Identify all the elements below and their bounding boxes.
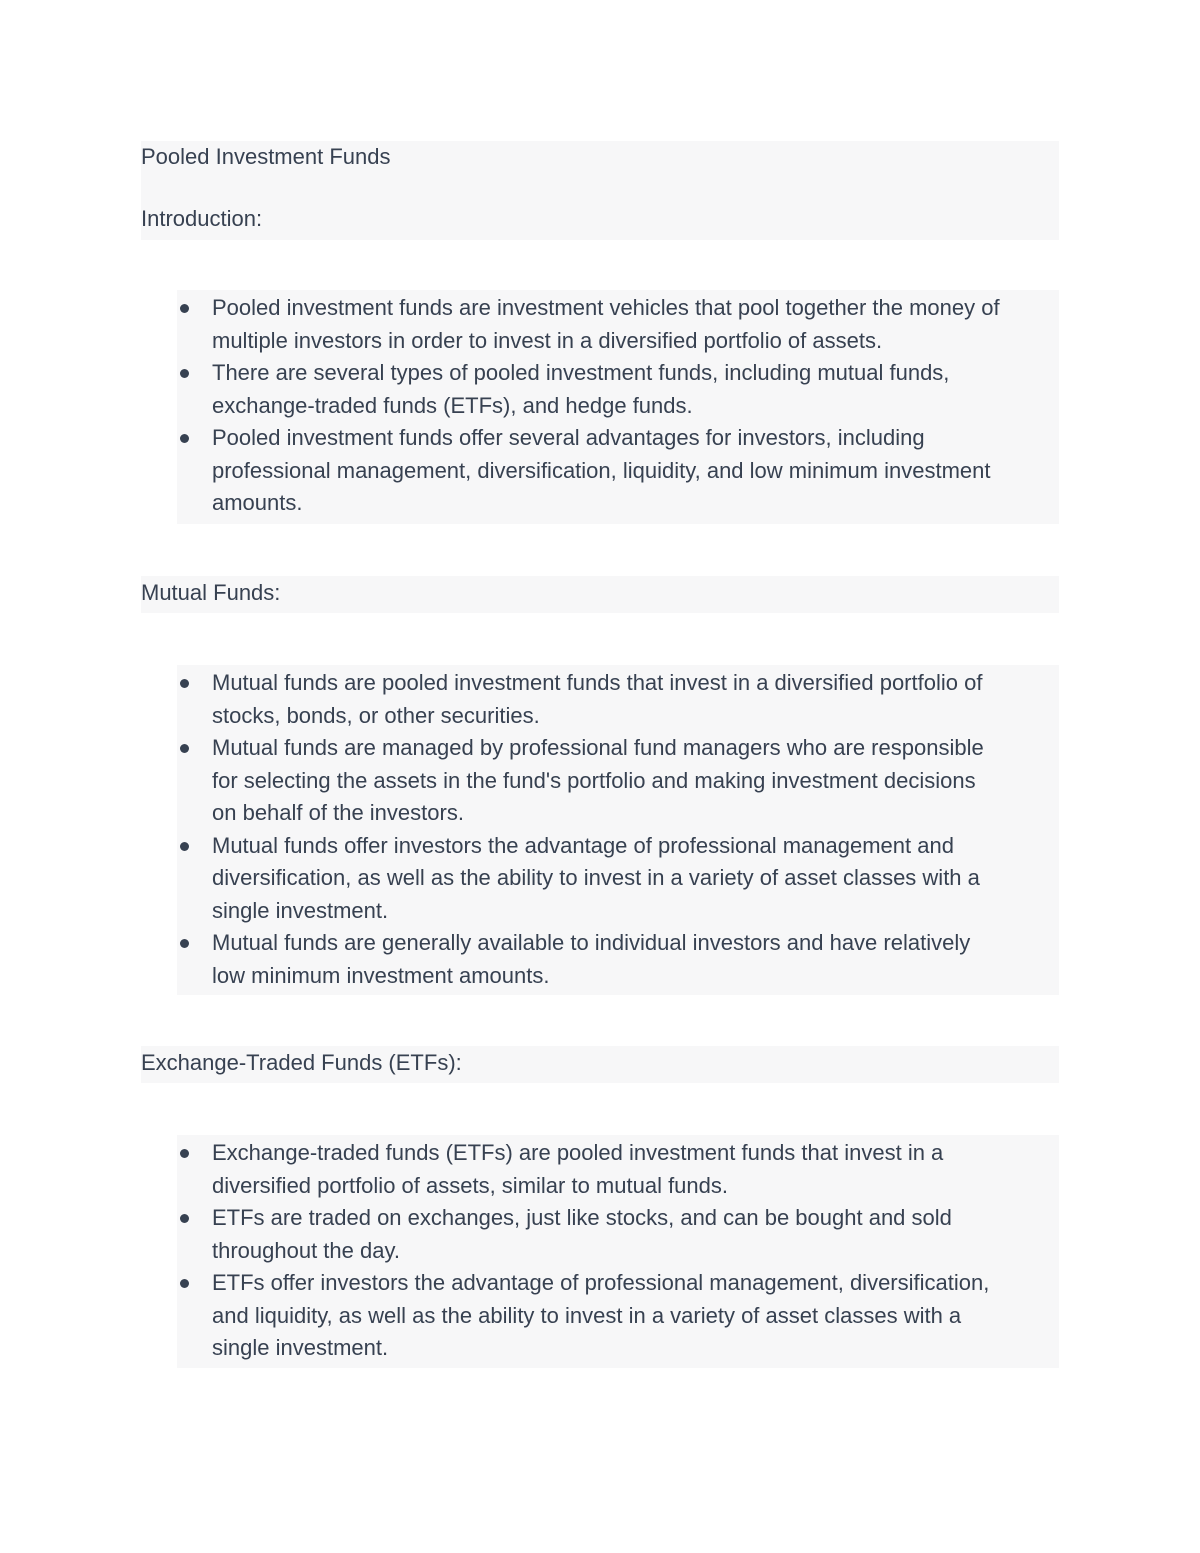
bullet-icon	[180, 369, 189, 378]
bullet-icon	[180, 1279, 189, 1288]
list-item	[177, 357, 1059, 422]
section-heading-introduction: Introduction:	[141, 206, 263, 231]
bullet-icon	[180, 434, 189, 443]
introduction-bullet-list	[177, 292, 1059, 520]
bullet-icon	[180, 1149, 189, 1158]
bullet-icon	[180, 744, 189, 753]
list-item-line: Exchange-traded funds (ETFs) are pooled investment funds that invest in a	[212, 1140, 944, 1165]
list-item-line: Pooled investment funds offer several advantages for investors, including	[212, 425, 925, 450]
section-heading-mutual-funds: Mutual Funds:	[141, 580, 281, 605]
list-item-line: professional management, diversification, liquidity, and low minimum investment	[212, 457, 991, 483]
list-item	[177, 830, 1059, 928]
list-item-line: stocks, bonds, or other securities.	[212, 702, 540, 728]
list-item-line: Mutual funds offer investors the advantage of professional management and	[212, 832, 954, 858]
list-item	[177, 292, 1059, 357]
list-item-line: ETFs are traded on exchanges, just like stocks, and can be bought and sold	[212, 1205, 952, 1230]
etfs-bullet-list	[177, 1137, 1059, 1365]
mutual-funds-heading-block	[141, 576, 1059, 613]
list-item-line: Mutual funds are generally available to individual investors and have relatively	[212, 930, 971, 955]
title-block	[141, 141, 1059, 240]
list-item-line: There are several types of pooled investment funds, including mutual funds,	[212, 360, 950, 385]
list-item	[177, 1137, 1059, 1202]
list-item	[177, 667, 1059, 732]
document-title: Pooled Investment Funds	[141, 144, 391, 169]
section-heading-etfs: Exchange-Traded Funds (ETFs):	[141, 1050, 462, 1075]
list-item-line: ETFs offer investors the advantage of professional management, diversification,	[212, 1270, 990, 1295]
list-item	[177, 1202, 1059, 1267]
list-item-line: single investment.	[212, 897, 389, 923]
bullet-icon	[180, 679, 189, 688]
list-item	[177, 1267, 1059, 1365]
mutual-funds-list-block	[177, 665, 1059, 995]
list-item-line: diversified portfolio of assets, similar to mutual funds.	[212, 1172, 729, 1198]
list-item-line: and liquidity, as well as the ability to invest in a variety of asset classes with a	[212, 1302, 962, 1328]
list-item-line: single investment.	[212, 1335, 389, 1360]
introduction-list-block	[177, 290, 1059, 524]
list-item-line: diversification, as well as the ability to invest in a variety of asset classes with a	[212, 865, 980, 890]
list-item	[177, 927, 1059, 992]
list-item-line: multiple investors in order to invest in a diversified portfolio of assets.	[212, 327, 883, 353]
bullet-icon	[180, 304, 189, 313]
list-item-line: for selecting the assets in the fund's portfolio and making investment decisions	[212, 767, 976, 793]
list-item-line: throughout the day.	[212, 1237, 400, 1263]
etfs-heading-block	[141, 1046, 1059, 1083]
bullet-icon	[180, 939, 189, 948]
list-item-line: Mutual funds are managed by professional fund managers who are responsible	[212, 735, 984, 760]
list-item-line: Mutual funds are pooled investment funds that invest in a diversified portfolio of	[212, 670, 983, 695]
list-item	[177, 732, 1059, 830]
list-item-line: exchange-traded funds (ETFs), and hedge funds.	[212, 392, 693, 418]
list-item-line: Pooled investment funds are investment vehicles that pool together the money of	[212, 295, 1000, 320]
list-item-line: amounts.	[212, 490, 303, 515]
bullet-icon	[180, 1214, 189, 1223]
list-item-line: on behalf of the investors.	[212, 800, 464, 825]
list-item-line: low minimum investment amounts.	[212, 962, 550, 988]
list-item	[177, 422, 1059, 520]
bullet-icon	[180, 842, 189, 851]
etfs-list-block	[177, 1135, 1059, 1368]
mutual-funds-bullet-list	[177, 667, 1059, 992]
